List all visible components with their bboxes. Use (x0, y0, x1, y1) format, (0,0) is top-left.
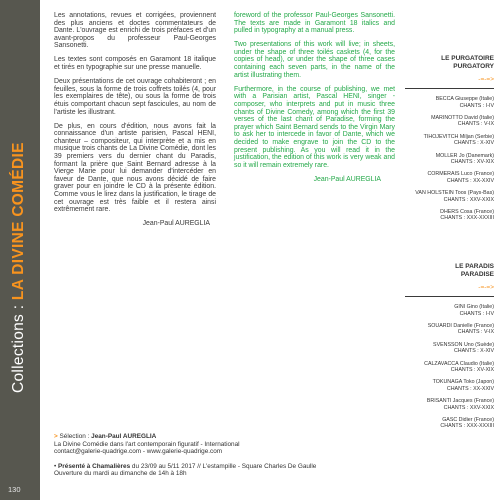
artist-chants: CHANTS : XX-XXIV (446, 177, 494, 184)
artist-chants: CHANTS : XXX-XXXIII (440, 215, 494, 222)
arrow-icon: > (54, 433, 58, 440)
artist-name: GINI Gino (Italie) (454, 304, 494, 311)
french-paragraph: Les annotations, revues et corrigées, proviennent des plus anciens et doctes commentateurs de Dante. L'ouvrage est enrichi de trois préfaces et d'un avant-propos du professeur Paul-Georges Sansonetti. (54, 12, 216, 50)
artist-chants: CHANTS : X-XIV (453, 140, 494, 147)
opening-hours: Ouverture du mardi au dimanche de 14h à 18h (54, 470, 187, 478)
artist-name: MOLLER Jo (Danemark) (435, 152, 494, 159)
artist-entry (405, 134, 494, 147)
artist-entry (405, 398, 494, 411)
paradis-artist-list (405, 304, 494, 430)
page-number: 130 (8, 485, 21, 494)
artist-chants: CHANTS : XV-XIX (450, 159, 494, 166)
artist-entry (405, 304, 494, 317)
collection-name: LA DIVINE COMÉDIE (10, 142, 27, 301)
artist-entry (405, 361, 494, 374)
english-paragraph: Furthermore, in the course of publishing, we met with a Parisian artist, Pascal HENI, singer - composer, who interprets and put in music three chants of Divine Comedy, among which the first 39 verses of the last chant of Paradise, forming the prayer which Saint Bernard sends to the Virgin Mary to ask her to intercede in favor of Dante, which we decided to make engrave to join the CD to the present publishing. As you will read it in the justification, the edition of this work is very weak and so it will remain extremely rare. (234, 85, 395, 169)
french-paragraph: Deux présentations de cet ouvrage cohabiteront ; en feuilles, sous la forme de trois coffrets toilés (4, pour les exemplaires de tête), ou sous la forme de trois étuis comportant chacun sept fascicules, au nom de l'artiste les illustrant. (54, 78, 216, 116)
artist-chants: CHANTS : XXV-XXIX (443, 404, 494, 411)
presentation-details: du 23/09 au 5/11 2017 // L'estampille - Square Charles De Gaulle (130, 462, 317, 470)
selection-name: Jean-Paul AUREGLIA (91, 433, 157, 440)
english-signature: Jean-Paul AUREGLIA (313, 175, 381, 183)
purgatoire-heading: LE PURGATOIRE PURGATORY (441, 55, 494, 70)
english-paragraph: Two presentations of this work will live; in sheets, under the shape of three toilés caskets (4, for the copies of head), or under the shape of three cases containing each seven parts, in the name of the artist illustrating them. (234, 41, 395, 79)
artist-chants: CHANTS : I-IV (459, 102, 494, 109)
french-signature: Jean-Paul AUREGLIA (142, 220, 210, 228)
artist-chants: CHANTS : XXV-XXIX (443, 196, 494, 203)
footer-info (54, 433, 316, 478)
english-paragraph: foreword of the professor Paul-Georges Sansonetti. The texts are made in Garamont 18 italics and pulled in typography at a manual press. (234, 12, 395, 35)
selection-line (54, 433, 316, 441)
artist-entry (405, 209, 494, 222)
contact-line[interactable]: contact@galerie-quadrige.com - www.galerie-quadrige.com (54, 448, 223, 456)
artist-name: BECCA Giuseppe (Italie) (435, 96, 494, 103)
artist-entry (405, 115, 494, 128)
collection-title (7, 123, 31, 393)
artist-name: GASC Didier (France) (442, 417, 494, 424)
artist-name: TOKUNAGA Toko (Japon) (432, 379, 494, 386)
selection-label: Sélection : (59, 433, 92, 440)
artist-entry (405, 153, 494, 166)
artist-entry (405, 190, 494, 203)
artist-entry (405, 379, 494, 392)
artist-chants: CHANTS : XV-XIX (450, 367, 494, 374)
purgatoire-section (405, 55, 494, 228)
presentation-line (54, 463, 316, 471)
artist-chants: CHANTS : XXX-XXXIII (440, 423, 494, 430)
artist-chants: CHANTS : XX-XXIV (446, 385, 494, 392)
purgatoire-artist-list (405, 96, 494, 222)
artist-chants: CHANTS : X-XIV (453, 348, 494, 355)
divider (405, 296, 494, 297)
artist-entry (405, 342, 494, 355)
paradis-heading: LE PARADIS PARADISE (455, 263, 494, 278)
artist-name: TIHOJEVITCH Miljan (Serbie) (423, 133, 494, 140)
artist-entry (405, 171, 494, 184)
artist-name: DHERS Cosa (France) (440, 209, 494, 216)
french-text-column (54, 12, 216, 228)
artist-name: VAN HOLSTEIN Toos (Pays-Bas) (415, 190, 494, 197)
collection-prefix: Collections : (10, 300, 27, 393)
paradis-section (405, 263, 494, 436)
french-paragraph: Les textes sont composés en Garamont 18 italique et tirés en typographie sur une presse manuelle. (54, 56, 216, 72)
artist-lists-panel (402, 0, 500, 500)
artist-name: MARINOTTO David (Italie) (431, 115, 494, 121)
french-paragraph: De plus, en cours d'édition, nous avons fait la connaissance d'un artiste parisien, Pascal HENI, chanteur – compositeur, qui interprète et a mis en musique trois chants de La Divine Comédie, dont les 39 premiers vers du dernier chant du Paradis, formant la prière que Saint Bernard adresse à la Vierge Marie pour lui demander d'intercéder en faveur de Dante, que nous avons décidé de faire graver pour en joindre le CD à la présente édition. Comme vous le lirez dans la justification, le tirage de cet ouvrage est très faible et il restera ainsi extrêmement rare. (54, 122, 216, 214)
divider (405, 88, 494, 89)
english-text-column (234, 12, 395, 183)
presentation-place: Présenté à Chamalières (58, 462, 131, 470)
exhibition-subtitle: La Divine Comédie dans l'art contemporain figuratif - International (54, 440, 240, 448)
bullet-icon: • (54, 462, 57, 470)
artist-name: CALZAVACCA Claudio (Italie) (424, 360, 494, 367)
arrow-icon: -=-=> (478, 284, 494, 292)
artist-name: SOUARDI Danielle (France) (427, 323, 494, 329)
artist-chants: CHANTS : V-IX (457, 329, 494, 336)
artist-entry (405, 417, 494, 430)
arrow-icon: -=-=> (478, 76, 494, 84)
artist-chants: CHANTS : I-IV (459, 310, 494, 317)
artist-name: BRISANTI Jacques (France) (426, 398, 494, 405)
artist-name: SVENSSON Uno (Suède) (433, 341, 494, 348)
artist-entry (405, 96, 494, 109)
artist-entry (405, 323, 494, 336)
artist-chants: CHANTS : V-IX (457, 121, 494, 128)
artist-name: CORMERAIS Luco (France) (427, 171, 494, 178)
